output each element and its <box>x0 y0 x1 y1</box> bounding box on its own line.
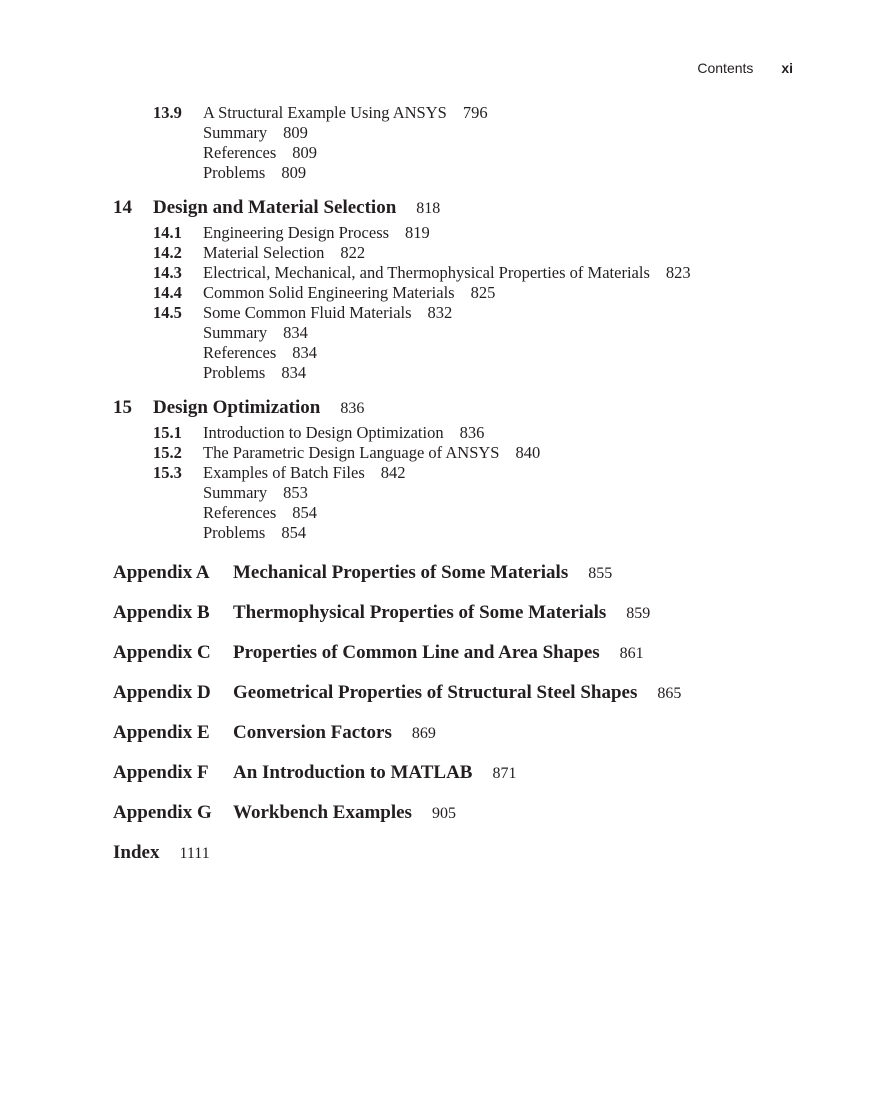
section-page: 796 <box>462 103 488 122</box>
appendix-title: An Introduction to MATLAB <box>233 762 473 783</box>
section-number <box>153 323 203 343</box>
section-page: 809 <box>283 123 308 142</box>
section-number: 14.2 <box>153 243 182 262</box>
appendix-list <box>113 553 813 833</box>
toc-appendix-entry[interactable] <box>113 673 813 713</box>
index-title: Index <box>113 842 160 863</box>
toc-section-entry[interactable] <box>113 163 813 183</box>
toc-section-entry[interactable] <box>113 243 813 263</box>
toc-appendix-entry[interactable] <box>113 713 813 753</box>
section-page: 854 <box>292 503 318 522</box>
toc-section-entry[interactable] <box>113 443 813 463</box>
page-number: xi <box>781 60 793 76</box>
section-page: 832 <box>427 303 453 322</box>
section-number <box>153 523 203 543</box>
section-title: References <box>203 503 277 522</box>
toc-section-entry[interactable] <box>113 343 813 363</box>
section-title: Problems <box>203 363 266 382</box>
appendix-label: Appendix B <box>113 602 210 623</box>
section-page: 825 <box>470 283 496 302</box>
toc-section-entry[interactable] <box>113 423 813 443</box>
toc-section-entry[interactable] <box>113 143 813 163</box>
section-page: 842 <box>380 463 406 482</box>
chapter-number: 15 <box>113 397 132 418</box>
section-number: 15.1 <box>153 423 182 442</box>
section-number: 14.5 <box>153 303 182 322</box>
table-of-contents <box>113 103 813 873</box>
appendix-page: 905 <box>431 805 456 822</box>
toc-section-entry[interactable] <box>113 323 813 343</box>
appendix-title: Geometrical Properties of Structural Steel Shapes <box>233 682 638 703</box>
section-title: Material Selection <box>203 243 325 262</box>
toc-appendix-entry[interactable] <box>113 553 813 593</box>
section-title: Introduction to Design Optimization <box>203 423 444 442</box>
toc-section-entry[interactable] <box>113 363 813 383</box>
chapter-page: 836 <box>340 400 365 417</box>
section-title: Some Common Fluid Materials <box>203 303 412 322</box>
appendix-page: 861 <box>619 645 644 662</box>
section-title: Summary <box>203 323 268 342</box>
appendix-label: Appendix A <box>113 562 210 583</box>
appendix-page: 855 <box>588 565 613 582</box>
toc-section-entry[interactable] <box>113 483 813 503</box>
section-title: The Parametric Design Language of ANSYS <box>203 443 500 462</box>
index-page: 1111 <box>179 845 210 862</box>
section-title: Examples of Batch Files <box>203 463 365 482</box>
running-head <box>697 58 793 78</box>
section-title: Engineering Design Process <box>203 223 390 242</box>
toc-chapter-entry[interactable] <box>113 393 813 423</box>
toc-appendix-entry[interactable] <box>113 753 813 793</box>
section-page: 809 <box>292 143 318 162</box>
toc-section-entry[interactable] <box>113 523 813 543</box>
appendix-label: Appendix G <box>113 802 212 823</box>
section-title: Problems <box>203 163 266 182</box>
section-title: Problems <box>203 523 266 542</box>
section-title: References <box>203 143 277 162</box>
section-page: 819 <box>405 223 430 242</box>
toc-index-entry[interactable] <box>113 833 813 873</box>
toc-chapter-entry[interactable] <box>113 193 813 223</box>
section-number: 14.3 <box>153 263 182 282</box>
section-number <box>153 483 203 503</box>
appendix-title: Thermophysical Properties of Some Materials <box>233 602 607 623</box>
section-number <box>153 123 203 143</box>
chapter-14-section-list <box>113 223 813 383</box>
section-page: 834 <box>281 363 307 382</box>
section-number: 13.9 <box>153 103 182 122</box>
appendix-page: 869 <box>411 725 436 742</box>
section-page: 836 <box>459 423 485 442</box>
appendix-page: 871 <box>492 765 517 782</box>
toc-section-entry[interactable] <box>113 123 813 143</box>
section-number <box>153 163 203 183</box>
section-page: 834 <box>292 343 318 362</box>
section-title: Electrical, Mechanical, and Thermophysical Properties of Materials <box>203 263 650 282</box>
section-number <box>153 363 203 383</box>
toc-section-entry[interactable] <box>113 303 813 323</box>
chapter-13-section-list <box>113 103 813 183</box>
appendix-label: Appendix F <box>113 762 209 783</box>
appendix-label: Appendix D <box>113 682 211 703</box>
section-page: 809 <box>281 163 307 182</box>
section-page: 854 <box>281 523 307 542</box>
section-number: 15.3 <box>153 463 182 482</box>
section-title: References <box>203 343 277 362</box>
toc-section-entry[interactable] <box>113 263 813 283</box>
toc-section-entry[interactable] <box>113 103 813 123</box>
appendix-title: Properties of Common Line and Area Shapes <box>233 642 600 663</box>
section-title: Common Solid Engineering Materials <box>203 283 455 302</box>
section-number <box>153 343 203 363</box>
running-head-label: Contents <box>697 60 754 76</box>
chapter-15-section-list <box>113 423 813 543</box>
toc-appendix-entry[interactable] <box>113 593 813 633</box>
toc-section-entry[interactable] <box>113 503 813 523</box>
section-title: A Structural Example Using ANSYS <box>203 103 447 122</box>
toc-section-entry[interactable] <box>113 283 813 303</box>
section-number: 14.4 <box>153 283 182 302</box>
section-number: 15.2 <box>153 443 182 462</box>
chapter-title: Design and Material Selection <box>153 197 397 218</box>
section-page: 823 <box>665 263 691 282</box>
section-page: 834 <box>283 323 308 342</box>
appendix-label: Appendix E <box>113 722 210 743</box>
toc-appendix-entry[interactable] <box>113 633 813 673</box>
toc-section-entry[interactable] <box>113 223 813 243</box>
section-number <box>153 143 203 163</box>
appendix-page: 859 <box>626 605 651 622</box>
appendix-title: Mechanical Properties of Some Materials <box>233 562 569 583</box>
toc-appendix-entry[interactable] <box>113 793 813 833</box>
appendix-label: Appendix C <box>113 642 211 663</box>
chapter-page: 818 <box>416 200 441 217</box>
section-title: Summary <box>203 123 268 142</box>
toc-section-entry[interactable] <box>113 463 813 483</box>
chapter-number: 14 <box>113 197 132 218</box>
section-page: 840 <box>515 443 541 462</box>
section-title: Summary <box>203 483 268 502</box>
section-number: 14.1 <box>153 223 182 242</box>
appendix-page: 865 <box>657 685 682 702</box>
appendix-title: Workbench Examples <box>233 802 412 823</box>
appendix-title: Conversion Factors <box>233 722 392 743</box>
section-number <box>153 503 203 523</box>
section-page: 853 <box>283 483 308 502</box>
chapter-title: Design Optimization <box>153 397 321 418</box>
section-page: 822 <box>340 243 366 262</box>
